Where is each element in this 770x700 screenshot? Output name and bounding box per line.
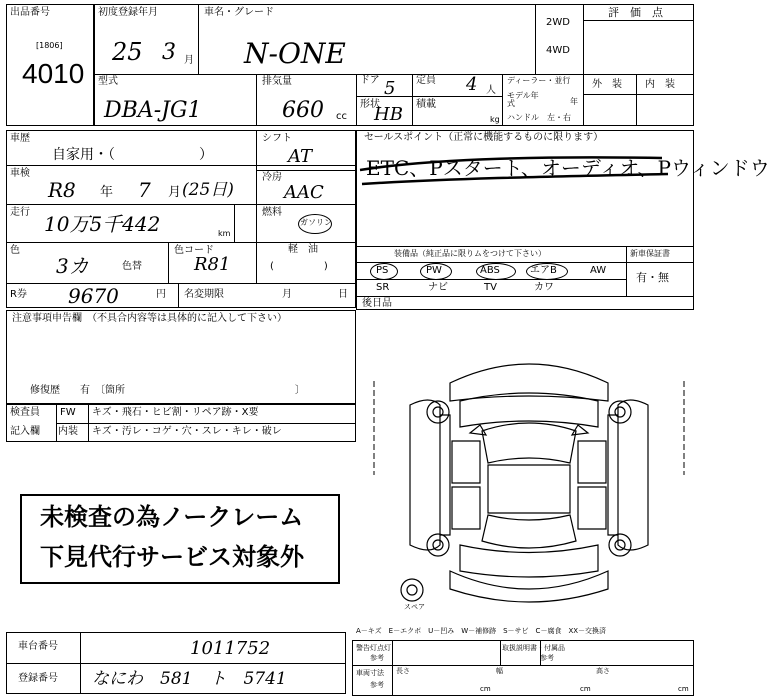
sales-point-strike — [356, 148, 676, 192]
doors-label: ドア — [360, 75, 380, 86]
fuel-diesel: 軽 油 — [288, 244, 318, 255]
plate-label: 登録番号 — [18, 673, 58, 684]
equip-pw-circle — [420, 263, 452, 280]
notes-label: 注意事項申告欄 （不具合内容等は具体的に記入して下さい） — [12, 313, 287, 324]
equip-abs-circle — [476, 263, 516, 280]
inspector-label-1: 検査員 — [10, 407, 40, 418]
name-change-label: 名変期限 — [184, 289, 224, 300]
capacity-unit: 人 — [486, 85, 496, 96]
displacement-unit: cc — [336, 111, 347, 122]
spare-label: スペア — [404, 603, 425, 611]
recycle-value: 9670 — [68, 284, 119, 308]
fuel-label: 燃料 — [262, 207, 282, 218]
fw-label: FW — [60, 407, 76, 418]
chassis-value: 1011752 — [190, 638, 271, 659]
accessory-label: 取扱説明書・付属品 — [502, 644, 565, 652]
inspector-label-2: 記入欄 — [10, 426, 40, 437]
height-label: 高さ — [596, 667, 610, 675]
inspection-value: R8 — [48, 178, 76, 202]
mileage-unit: km — [218, 229, 231, 238]
sales-point-text: ETC、Pスタート、オーディオ、Pウィンドウ — [366, 156, 770, 180]
capacity-value: 4 — [466, 74, 478, 95]
displacement-label: 排気量 — [262, 76, 292, 87]
vehicle-size-label: 車両寸法 — [356, 669, 384, 677]
length-unit: cm — [480, 685, 491, 693]
color-label: 色 — [10, 245, 20, 256]
equip-ps-circle — [370, 263, 398, 280]
inspection-day: (25日) — [182, 180, 234, 200]
color-code-value: R81 — [194, 254, 231, 275]
caution-label: 警告灯点灯 — [356, 644, 391, 652]
color-value: 3カ — [56, 254, 89, 278]
notice-line1: 未検査の為ノークレーム — [40, 504, 304, 531]
ac-value: AAC — [284, 182, 324, 203]
recycle-unit: 円 — [156, 289, 166, 300]
fw-text: キズ・飛石・ヒビ割・リペア跡・X要 — [92, 407, 259, 418]
mileage-label: 走行 — [10, 207, 30, 218]
equip-abs: ABS — [480, 265, 500, 276]
shape-label: 形状 — [360, 99, 380, 110]
repair-label: 修復歴 有 〔箇所 〕 — [30, 385, 305, 396]
sales-point-label: セールスポイント（正常に機能するものに限ります） — [364, 132, 604, 143]
width-unit: cm — [580, 685, 591, 693]
model-year-label: モデル年式 — [507, 91, 539, 108]
first-reg-month: 3 — [162, 40, 176, 65]
int-text: キズ・汚レ・コゲ・穴・スレ・キレ・破レ — [92, 426, 282, 437]
equip-aw: AW — [590, 265, 607, 276]
first-reg-month-unit: 月 — [184, 55, 194, 66]
int-label: 内装 — [58, 426, 78, 437]
interior-label: 内 装 — [645, 79, 675, 90]
equip-sr: SR — [376, 282, 390, 293]
recycle-label: R券 — [10, 289, 27, 300]
reference-label-1: 参考 — [370, 654, 384, 662]
inspection-month-unit: 月 — [168, 185, 182, 200]
inspection-year-unit: 年 — [100, 185, 114, 200]
rating-label: 評 価 点 — [608, 6, 663, 19]
height-unit: cm — [678, 685, 689, 693]
lot-sub: [1806] — [36, 41, 63, 50]
exterior-label: 外 装 — [592, 79, 622, 90]
fuel-other: ( ) — [270, 261, 328, 272]
inspection-label: 車検 — [10, 168, 30, 179]
mileage-value: 10万5千442 — [44, 212, 161, 236]
width-label: 幅 — [496, 667, 503, 675]
first-reg-label: 初度登録年月 — [98, 7, 158, 18]
equip-airbag-circle — [526, 263, 568, 280]
fuel-gasoline: ガソリン — [300, 218, 332, 227]
shift-value: AT — [288, 146, 313, 167]
dealer-label: ディーラー・並行 — [507, 76, 571, 85]
type-label: 型式 — [98, 76, 118, 87]
model-name: N-ONE — [244, 37, 346, 70]
shape-value: HB — [374, 104, 403, 125]
equip-tv: TV — [484, 282, 497, 293]
doors-value: 5 — [384, 78, 396, 99]
capacity-label: 定員 — [416, 75, 436, 86]
car-diagram — [370, 345, 688, 615]
model-name-label: 車名・グレード — [204, 7, 274, 18]
equip-pw: PW — [426, 265, 442, 276]
color-code-label: 色コード — [174, 245, 214, 256]
drive-4wd: 4WD — [546, 45, 570, 56]
warranty-value: 有・無 — [636, 271, 669, 284]
load-unit: kg — [490, 115, 500, 124]
equip-ps: PS — [376, 265, 389, 276]
color-change-label: 色替 — [122, 261, 142, 272]
equip-navi: ナビ — [428, 282, 448, 293]
handle-label: ハンドル 左・右 — [507, 113, 571, 122]
reference-label-2: 参考 — [540, 654, 554, 662]
reference-label-3: 参考 — [370, 681, 384, 689]
lot-label: 出品番号 — [10, 7, 50, 18]
lot-number: 4010 — [22, 58, 85, 89]
plate-value: なにわ 581 ト 5741 — [92, 669, 287, 689]
model-year-unit: 年 — [570, 97, 578, 106]
notice-line2: 下見代行サービス対象外 — [40, 544, 304, 571]
drive-2wd: 2WD — [546, 17, 570, 28]
equipment-label: 装備品（純正品に限りムをつけて下さい） — [394, 249, 546, 258]
length-label: 長さ — [396, 667, 410, 675]
name-change-day: 日 — [338, 289, 348, 300]
type-value: DBA-JG1 — [104, 98, 202, 123]
equip-leather: カワ — [534, 282, 554, 293]
history-value: 自家用・（ ） — [52, 147, 213, 163]
displacement-value: 660 — [282, 98, 324, 123]
chassis-label: 車台番号 — [18, 641, 58, 652]
legend-text: A－キズ E－エクボ U－凹み W－補修跡 S－サビ C－腐食 XX－交換済 — [356, 627, 607, 635]
inspection-month: 7 — [138, 178, 151, 202]
equip-airbag: エアB — [530, 265, 557, 276]
name-change-month: 月 — [282, 289, 292, 300]
first-reg-year: 25 — [112, 38, 143, 66]
ac-label: 冷房 — [262, 172, 282, 183]
load-label: 積載 — [416, 99, 436, 110]
later-label: 後日品 — [362, 298, 392, 309]
warranty-label: 新車保証書 — [630, 249, 670, 258]
shift-label: シフト — [262, 133, 292, 144]
history-label: 車歴 — [10, 133, 30, 144]
